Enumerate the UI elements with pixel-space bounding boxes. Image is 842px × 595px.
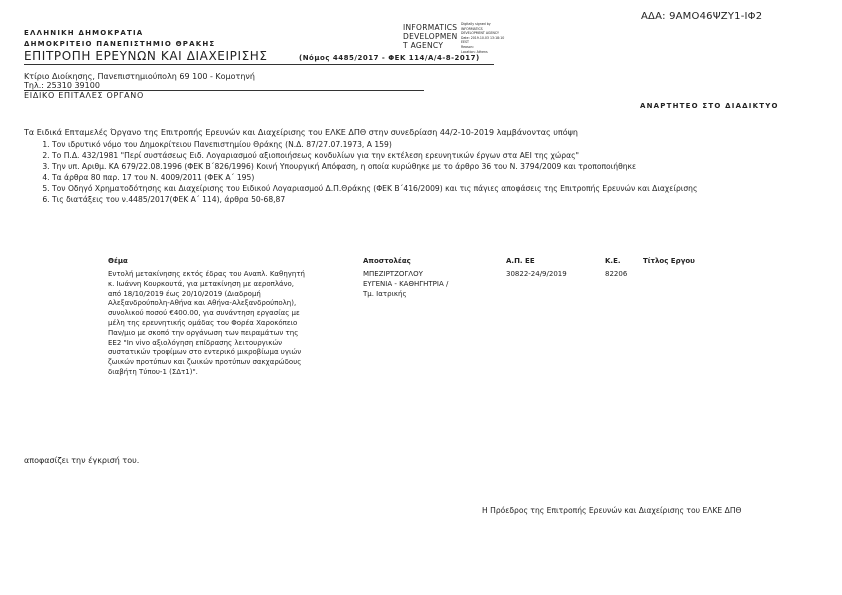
list-item: 2. Το Π.Δ. 432/1981 "Περί συστάσεως Ειδ. Λογαριασμού αξιοποιήσεως κονδυλίων για την εκτέλεση ερευνητικών έργων στα ΑΕΙ της χώρας"	[52, 150, 804, 161]
header-ke: Κ.Ε.	[605, 257, 621, 265]
signature-line: Η Πρόεδρος της Επιτροπής Ερευνών και Διαχείρισης του ΕΛΚΕ ΔΠΘ	[482, 506, 742, 515]
row-sender: ΜΠΕΖΙΡΤΖΟΓΛΟΥ ΕΥΓΕΝΙΑ - ΚΑΘΗΓΗΤΡΙΑ / Τμ. Ιατρικής	[363, 270, 449, 298]
row-subject: Εντολή μετακίνησης εκτός έδρας του Αναπλ. Καθηγητή κ. Ιωάννη Κουρκουτά, για μετακίνηση με αεροπλάνο, από 18/10/2019 έως 20/10/2019 (Διαδρομή Αλεξανδρούπολη-Αθήνα και Αθήνα-Αλεξανδρούπολη), συνολικού ποσού €400.00, για συνάντηση εργασίας με μέλη της ερευνητικής ομάδας του Φορέα Χαροκόπειο Παν/μιο με σκοπό την οργάνωση των πειραμάτων της ΕΕ2 "In vivo αξιολόγηση επίδρασης λειτουργικών συστατικών τροφίμων στο εντερικό μικροβίωμα υγιών ζωικών προτύπων και ζωικών προτύπων σακχαρώδους διαβήτη Τύπου-1 (ΣΔτ1)".	[108, 270, 305, 376]
signature-info-line: Reason:	[461, 44, 474, 49]
row-ke: 82206	[605, 270, 628, 278]
list-item: 4. Τα άρθρα 80 παρ. 17 του Ν. 4009/2011 (ΦΕΚ Α΄ 195)	[52, 172, 804, 183]
signature-info-line: DEVELOPMENT AGENCY	[461, 31, 499, 36]
signature-info-line: Location: Athens	[461, 49, 488, 54]
list-item: 6. Τις διατάξεις του ν.4485/2017(ΦΕΚ Α΄ 114), άρθρα 50-68,87	[52, 194, 804, 205]
posted-online-label: ΑΝΑΡΤΗΤΕΟ ΣΤΟ ΔΙΑΔΙΚΤΥΟ	[640, 102, 779, 110]
committee-heading: ΕΠΙΤΡΟΠΗ ΕΡΕΥΝΩΝ ΚΑΙ ΔΙΑΧΕΙΡΙΣΗΣ	[24, 49, 268, 63]
republic-heading: ΕΛΛΗΝΙΚΗ ΔΗΜΟΚΡΑΤΙΑ	[24, 29, 144, 37]
signature-info-line: Date: 2019.10.03 13:18:10	[461, 35, 505, 40]
list-item: 5. Τον Οδηγό Χρηματοδότησης και Διαχείρισης του Ειδικού Λογαριασμού Δ.Π.Θράκης (ΦΕΚ Β΄416/2009) και τις πάγιες αποφάσεις της Επιτροπής Ερευνών και Διαχείρισης	[52, 183, 804, 194]
considerations-list	[38, 139, 804, 205]
stamp-line-3: T AGENCY	[403, 41, 444, 50]
law-reference: (Νόμος 4485/2017 - ΦΕΚ 114/Α/4-8-2017)	[299, 54, 480, 62]
header-divider	[24, 64, 494, 65]
address: Κτίριο Διοίκησης, Πανεπιστημιούπολη 69 100 - Κομοτηνή	[24, 72, 255, 81]
ada-code: ΑΔΑ: 9ΑΜΟ46ΨΖΥ1-ΙΦ2	[641, 11, 763, 22]
phone: Τηλ.: 25310 39100	[24, 81, 100, 90]
list-item: 1. Τον ιδρυτικό νόμο του Δημοκρίτειου Πανεπιστημίου Θράκης (Ν.Δ. 87/27.07.1973, Α 159)	[52, 139, 804, 150]
decision-text: αποφασίζει την έγκρισή του.	[24, 456, 140, 465]
signature-info	[461, 22, 504, 54]
stamp-line-2: DEVELOPMEN	[403, 32, 458, 41]
signature-info-line: INFORMATICS	[461, 26, 483, 31]
university-heading: ΔΗΜΟΚΡΙΤΕΙΟ ΠΑΝΕΠΙΣΤΗΜΙΟ ΘΡΑΚΗΣ	[24, 40, 216, 48]
list-item: 3. Την υπ. Αριθμ. ΚΑ 679/22.08.1996 (ΦΕΚ Β΄826/1996) Κοινή Υπουργική Απόφαση, η οποία κυρώθηκε με το άρθρο 36 του Ν. 3794/2009 και τροποποιήθηκε	[52, 161, 804, 172]
intro-text: Τα Ειδικά Επταμελές Όργανο της Επιτροπής Ερευνών και Διαχείρισης του ΕΛΚΕ ΔΠΘ στην συνεδρίαση 44/2-10-2019 λαμβάνοντας υπόψη	[24, 128, 578, 137]
header-sender: Αποστολέας	[363, 257, 411, 265]
row-protocol: 30822-24/9/2019	[506, 270, 567, 278]
header-subject: Θέμα	[108, 257, 128, 265]
stamp-line-1: INFORMATICS	[403, 23, 458, 32]
unit-heading: ΕΙΔΙΚΟ ΕΠΙΤΑΛΕΣ ΟΡΓΑΝΟ	[24, 91, 144, 100]
signature-info-line: Digitally signed by	[461, 22, 491, 26]
header-protocol: Α.Π. ΕΕ	[506, 257, 535, 265]
signature-info-line: EEST	[461, 40, 469, 45]
header-project-title: Τίτλος Εργου	[643, 257, 695, 265]
